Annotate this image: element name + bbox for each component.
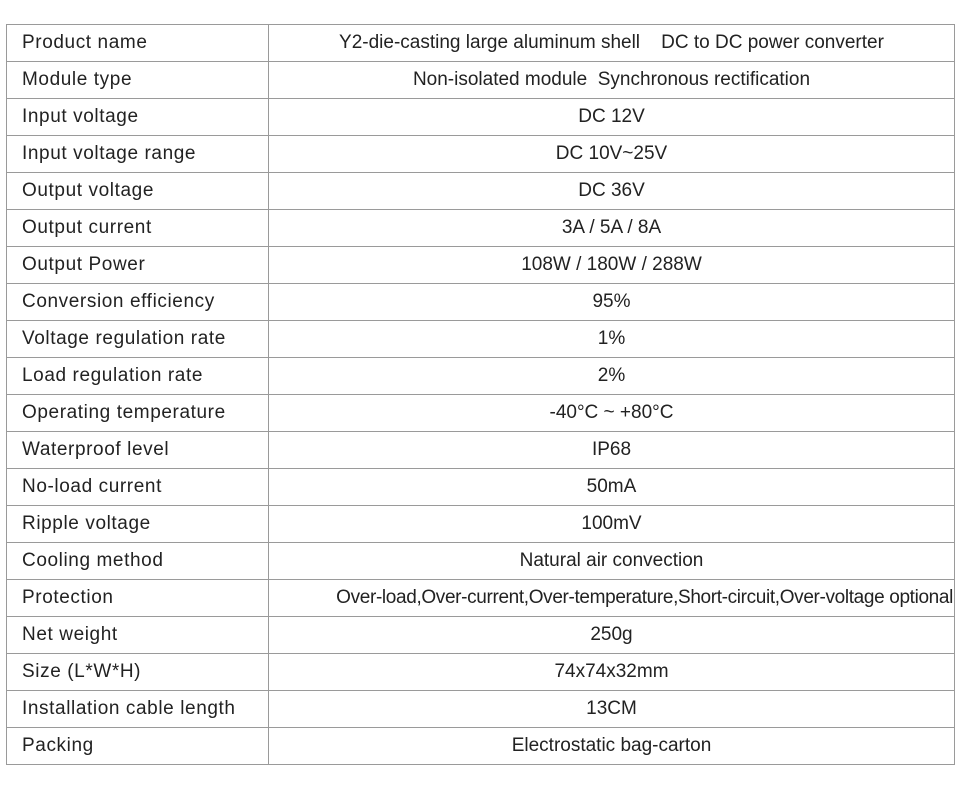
- row-label-size: Size (L*W*H): [7, 654, 269, 691]
- row-value-voltage-regulation-rate: 1%: [269, 321, 955, 358]
- row-label-module-type: Module type: [7, 62, 269, 99]
- row-label-output-power: Output Power: [7, 247, 269, 284]
- row-value-load-regulation-rate: 2%: [269, 358, 955, 395]
- table-row: [7, 358, 955, 395]
- table-row: [7, 210, 955, 247]
- row-label-output-current: Output current: [7, 210, 269, 247]
- table-row: [7, 580, 955, 617]
- table-row: [7, 395, 955, 432]
- row-value-waterproof-level: IP68: [269, 432, 955, 469]
- row-label-installation-cable-length: Installation cable length: [7, 691, 269, 728]
- table-row: [7, 432, 955, 469]
- table-row: [7, 99, 955, 136]
- table-row: [7, 654, 955, 691]
- row-value-size: 74x74x32mm: [269, 654, 955, 691]
- row-value-no-load-current: 50mA: [269, 469, 955, 506]
- row-value-installation-cable-length: 13CM: [269, 691, 955, 728]
- table-row: [7, 728, 955, 765]
- row-label-conversion-efficiency: Conversion efficiency: [7, 284, 269, 321]
- row-value-cooling-method: Natural air convection: [269, 543, 955, 580]
- table-row: [7, 247, 955, 284]
- spec-table-body: [7, 25, 955, 765]
- row-label-packing: Packing: [7, 728, 269, 765]
- table-row: [7, 617, 955, 654]
- table-row: [7, 173, 955, 210]
- table-row: [7, 321, 955, 358]
- row-value-input-voltage: DC 12V: [269, 99, 955, 136]
- row-value-operating-temperature: -40°C ~ +80°C: [269, 395, 955, 432]
- row-value-ripple-voltage: 100mV: [269, 506, 955, 543]
- table-row: [7, 25, 955, 62]
- table-row: [7, 469, 955, 506]
- row-value-conversion-efficiency: 95%: [269, 284, 955, 321]
- table-row: [7, 543, 955, 580]
- row-label-output-voltage: Output voltage: [7, 173, 269, 210]
- row-label-input-voltage: Input voltage: [7, 99, 269, 136]
- row-label-input-voltage-range: Input voltage range: [7, 136, 269, 173]
- row-label-no-load-current: No-load current: [7, 469, 269, 506]
- row-value-product-name: Y2-die-casting large aluminum shell DC to DC power converter: [269, 25, 955, 62]
- row-value-net-weight: 250g: [269, 617, 955, 654]
- row-value-input-voltage-range: DC 10V~25V: [269, 136, 955, 173]
- row-value-output-voltage: DC 36V: [269, 173, 955, 210]
- table-row: [7, 506, 955, 543]
- row-label-net-weight: Net weight: [7, 617, 269, 654]
- row-value-packing: Electrostatic bag-carton: [269, 728, 955, 765]
- row-label-ripple-voltage: Ripple voltage: [7, 506, 269, 543]
- row-label-load-regulation-rate: Load regulation rate: [7, 358, 269, 395]
- row-label-waterproof-level: Waterproof level: [7, 432, 269, 469]
- spec-table: [6, 24, 955, 765]
- row-label-cooling-method: Cooling method: [7, 543, 269, 580]
- row-value-protection: Over-load,Over-current,Over-temperature,Short-circuit,Over-voltage optional: [269, 580, 955, 617]
- row-value-output-power: 108W / 180W / 288W: [269, 247, 955, 284]
- table-row: [7, 136, 955, 173]
- row-label-operating-temperature: Operating temperature: [7, 395, 269, 432]
- row-label-product-name: Product name: [7, 25, 269, 62]
- table-row: [7, 62, 955, 99]
- row-value-output-current: 3A / 5A / 8A: [269, 210, 955, 247]
- row-label-protection: Protection: [7, 580, 269, 617]
- table-row: [7, 284, 955, 321]
- row-value-module-type: Non-isolated module Synchronous rectification: [269, 62, 955, 99]
- table-row: [7, 691, 955, 728]
- row-label-voltage-regulation-rate: Voltage regulation rate: [7, 321, 269, 358]
